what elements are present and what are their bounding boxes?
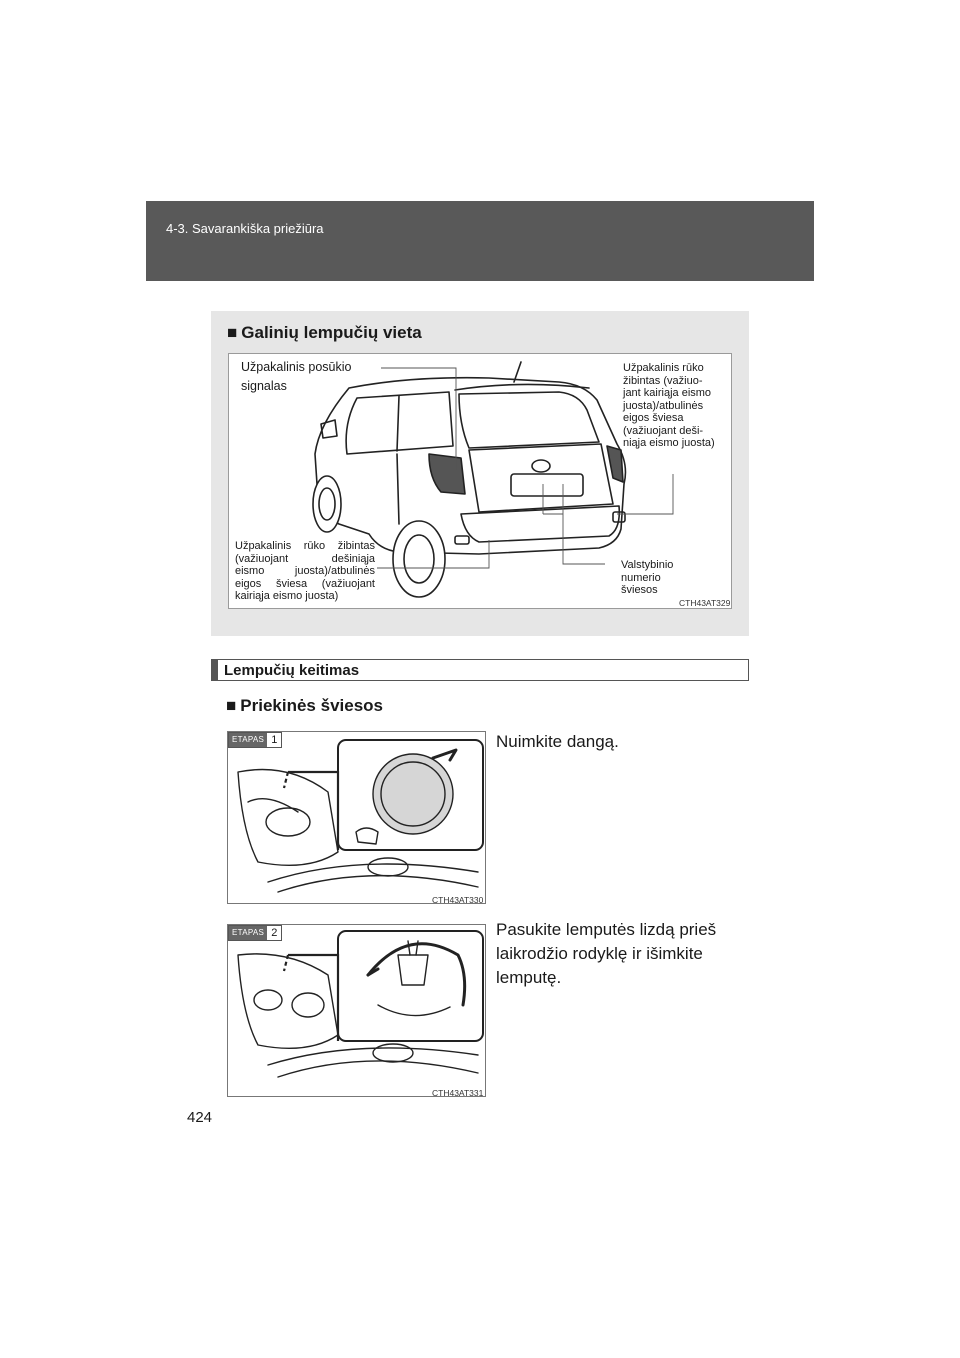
step-number: 1	[271, 734, 278, 746]
bulb-socket-illustration	[228, 925, 486, 1097]
panel-title	[227, 323, 422, 343]
section-bar-accent	[212, 660, 218, 680]
step-1-text: Nuimkite dangą.	[496, 732, 619, 751]
step-2-text: Pasukite lemputės lizdą prieš laikrodžio rodyklę ir išimkite lemputę.	[496, 920, 717, 987]
step-badge	[228, 732, 282, 748]
label-rear-turn-signal: Užpakalinis posūkio signalas	[241, 360, 352, 393]
square-bullet-icon: ■	[226, 696, 237, 715]
image-code: CTH43AT329	[679, 598, 731, 608]
label-rear-fog-left: Užpakalinis rūko žibintas (važiuojant dešiniąja eismo juosta)/atbulinės eigos šviesa (važiuojant kairiąja eismo juosta)	[235, 540, 375, 602]
square-bullet-icon: ■	[227, 323, 238, 342]
subsection-title	[226, 696, 383, 716]
step-badge	[228, 925, 282, 941]
step-badge-word: ETAPAS	[229, 733, 267, 747]
image-code: CTH43AT330	[432, 895, 484, 904]
page-number: 424	[187, 1109, 213, 1126]
panel-title-text: Galinių lempučių vieta	[241, 323, 422, 342]
subsection-title-text: Priekinės šviesos	[240, 696, 383, 715]
label-rear-fog-right: Užpakalinis rūko žibintas (važiuo- jant kairiąja eismo juosta)/atbulinės eigos šviesa (važiuojant deši- niąja eismo juosta)	[623, 362, 715, 449]
headlight-cover-illustration	[228, 732, 486, 904]
section-bar	[211, 659, 749, 681]
rear-car-diagram	[228, 353, 732, 609]
image-code: CTH43AT331	[432, 1088, 484, 1097]
step-badge-word: ETAPAS	[229, 926, 267, 940]
section-title: Lempučių keitimas	[224, 662, 360, 679]
step-number: 2	[271, 927, 278, 939]
lamp-location-panel	[211, 311, 749, 636]
label-plate-lights: Valstybinio numerio šviesos	[621, 559, 674, 596]
step-2-illustration	[227, 924, 486, 1097]
section-label: 4-3. Savarankiška priežiūra	[166, 221, 324, 236]
header-band	[146, 201, 814, 281]
step-1-illustration	[227, 731, 486, 904]
